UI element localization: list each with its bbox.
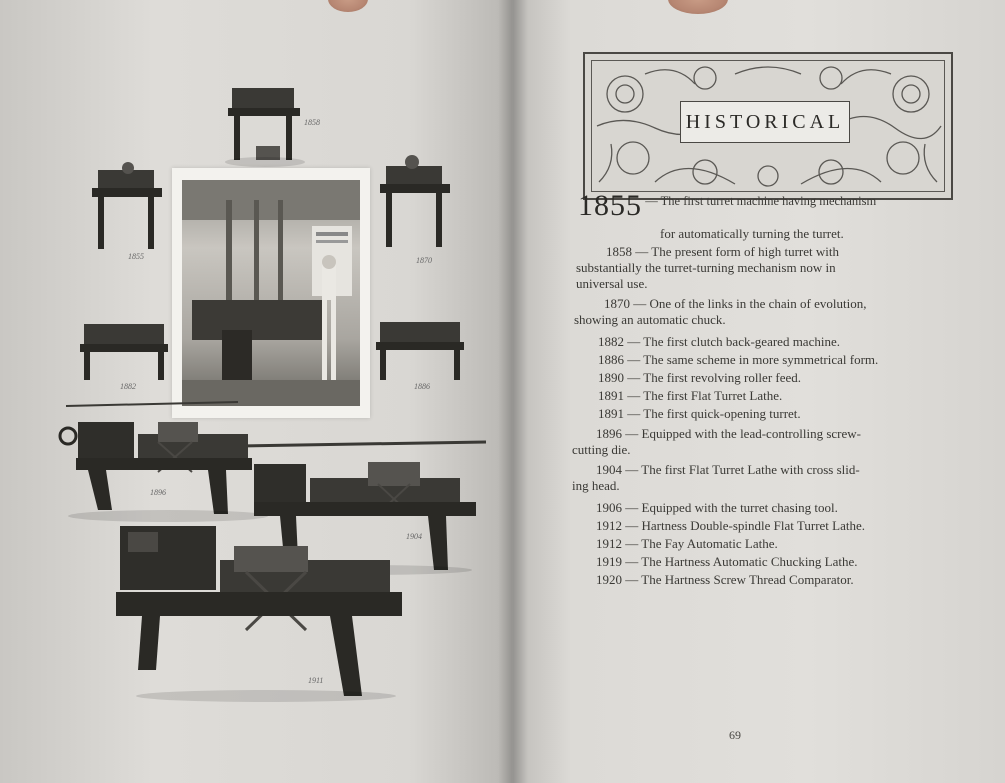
machine-illustration-middle-left — [78, 316, 170, 382]
caption: 1904 — [406, 532, 422, 541]
caption: 1886 — [414, 382, 430, 391]
entry-line: 1920 — The Hartness Screw Thread Comparator. — [596, 572, 854, 587]
machine-illustration-upper-right — [376, 152, 456, 252]
factory-photograph — [172, 168, 370, 418]
entry-line: showing an automatic chuck. — [574, 312, 726, 327]
entry-line: 1891 — The first Flat Turret Lathe. — [598, 388, 783, 403]
entry-line: substantially the turret-turning mechanism now in — [576, 260, 836, 275]
page-number: 69 — [729, 728, 741, 742]
entry-line: universal use. — [576, 276, 648, 291]
worker-at-lathe-photo — [182, 180, 360, 406]
entry-line: 1896 — Equipped with the lead-controlling screw- — [596, 426, 861, 441]
first-entry-line1: — The first turret machine having mechanism — [645, 194, 877, 208]
first-year: 1855 — [578, 189, 642, 222]
entry-line: 1886 — The same scheme in more symmetrical form. — [598, 352, 879, 367]
machine-illustration-top — [220, 80, 310, 170]
entry-line: 1870 — One of the links in the chain of evolution, — [604, 296, 867, 311]
entry-line: 1890 — The first revolving roller feed. — [598, 370, 802, 385]
entry-line: cutting die. — [572, 442, 631, 457]
entry-line: 1858 — The present form of high turret with — [606, 244, 839, 259]
entry-line: 1919 — The Hartness Automatic Chucking Lathe. — [596, 554, 858, 569]
lathe-illustration-1912 — [116, 520, 406, 702]
entry-line: 1912 — The Fay Automatic Lathe. — [596, 536, 778, 551]
caption: 1870 — [416, 256, 432, 265]
machine-illustration-middle-right — [374, 316, 466, 382]
entry-line: 1906 — Equipped with the turret chasing tool. — [596, 500, 838, 515]
caption: 1858 — [304, 118, 320, 127]
first-entry-line2: for automatically turning the turret. — [660, 226, 844, 241]
machine-illustration-upper-left — [88, 158, 168, 253]
historical-heading: HISTORICAL — [680, 101, 850, 143]
caption: 1896 — [150, 488, 166, 497]
caption: 1911 — [308, 676, 324, 685]
first-entry — [578, 189, 877, 222]
entry-line: 1912 — Hartness Double-spindle Flat Turret Lathe. — [596, 518, 865, 533]
photo-image — [182, 180, 360, 406]
entry-line: 1891 — The first quick-opening turret. — [598, 406, 801, 421]
entry-line: ing head. — [572, 478, 620, 493]
ornate-header-frame — [583, 52, 953, 200]
caption: 1882 — [120, 382, 136, 391]
entry-line: 1882 — The first clutch back-geared machine. — [598, 334, 840, 349]
entry-line: 1904 — The first Flat Turret Lathe with cross slid- — [596, 462, 860, 477]
caption: 1855 — [128, 252, 144, 261]
book-gutter — [498, 0, 528, 783]
